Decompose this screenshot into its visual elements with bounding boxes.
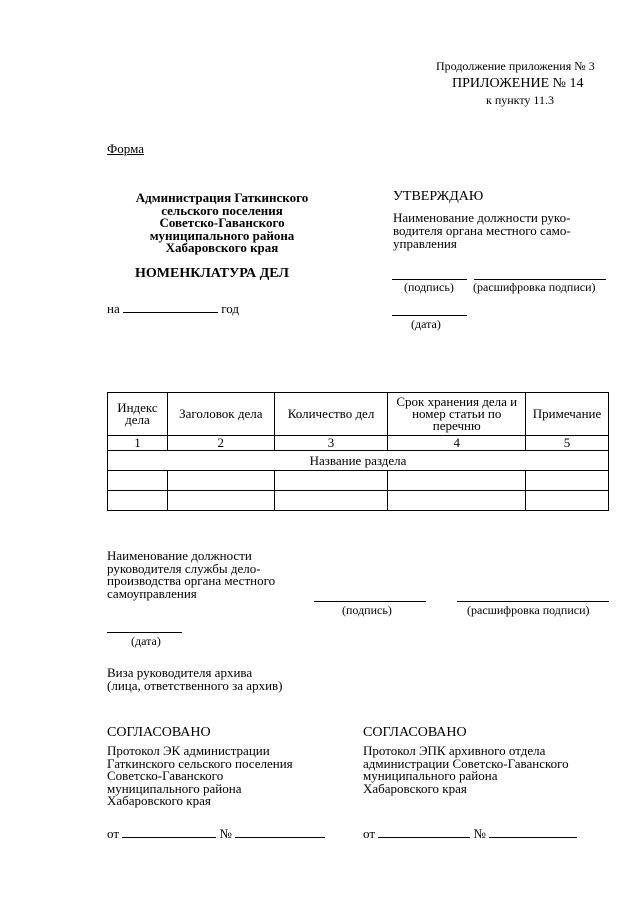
office-head-line: производства органа местного <box>107 573 276 588</box>
empty-cell <box>526 491 609 511</box>
agreed-left-protocol <box>107 745 293 808</box>
continuation-note: Продолжение приложения № 3 <box>436 59 595 73</box>
approve-decode-caption: (расшифровка подписи) <box>473 280 596 294</box>
from-label: от <box>107 826 120 841</box>
date-blank <box>122 827 216 838</box>
section-row <box>108 451 609 471</box>
column-number: 3 <box>274 436 388 451</box>
office-decode-caption: (расшифровка подписи) <box>467 603 590 617</box>
from-label: от <box>363 826 376 841</box>
empty-cell <box>167 471 274 491</box>
year-blank <box>123 302 218 313</box>
agreed-right-date-number <box>363 827 577 840</box>
archive-visa-line: (лица, ответственного за архив) <box>107 678 283 693</box>
table-header-row <box>108 393 609 436</box>
office-date-caption: (дата) <box>131 634 161 648</box>
office-signature-line <box>314 601 426 602</box>
table-row <box>108 471 609 491</box>
agreed-left-line: Советско-Гаванского <box>107 768 224 783</box>
agreed-right-line: администрации Советско-Гаванского <box>363 755 569 771</box>
approve-date-line <box>392 315 467 316</box>
agreed-left-date-number <box>107 827 325 840</box>
approve-line: Наименование должности руко- <box>393 210 571 225</box>
table-row <box>108 491 609 511</box>
approve-date-caption: (дата) <box>411 317 441 331</box>
empty-cell <box>108 491 168 511</box>
office-decode-line <box>457 601 609 602</box>
empty-cell <box>388 491 526 511</box>
table-numbers-row <box>108 436 609 451</box>
agreed-left-line: Хабаровского края <box>107 793 211 808</box>
agreed-right-title: СОГЛАСОВАНО <box>363 725 467 740</box>
agreed-left-line: Гаткинского сельского поселения <box>107 755 293 771</box>
empty-cell <box>167 491 274 511</box>
approve-line: управления <box>393 236 457 251</box>
org-line: Хабаровского края <box>165 240 279 255</box>
office-head-line: руководителя службы дело- <box>107 560 261 576</box>
year-prefix: на <box>107 301 120 316</box>
header-cell-title: Заголовок дела <box>167 393 274 436</box>
number-blank <box>235 827 325 838</box>
empty-cell <box>274 491 388 511</box>
empty-cell <box>388 471 526 491</box>
year-line <box>107 302 239 315</box>
org-line: сельского поселения <box>161 202 283 218</box>
office-head-line: Наименование должности <box>107 548 252 563</box>
year-suffix: год <box>221 301 239 316</box>
number-label: № <box>473 826 486 841</box>
approve-line: водителя органа местного само- <box>393 223 571 238</box>
empty-cell <box>274 471 388 491</box>
archive-visa <box>107 666 283 692</box>
agreed-left-line: Протокол ЭК администрации <box>107 743 270 758</box>
org-line: Советско-Гаванского <box>159 215 285 230</box>
column-number: 1 <box>108 436 168 451</box>
org-line: Администрация Гаткинского <box>135 190 309 205</box>
appendix-number: ПРИЛОЖЕНИЕ № 14 <box>452 76 584 91</box>
office-date-line <box>107 632 182 633</box>
agreed-right-line: Хабаровского края <box>363 780 467 796</box>
agreed-left-line: муниципального района <box>107 780 242 796</box>
document-title: НОМЕНКЛАТУРА ДЕЛ <box>135 266 289 281</box>
agreed-right-line: муниципального района <box>363 768 498 783</box>
header-cell-count: Количество дел <box>274 393 388 436</box>
office-signature-caption: (подпись) <box>342 603 392 617</box>
approve-signature-caption: (подпись) <box>404 280 454 294</box>
agreed-right-line: Протокол ЭПК архивного отдела <box>363 743 546 758</box>
date-blank <box>378 827 470 838</box>
header-cell-index: Индекс дела <box>108 393 168 436</box>
nomenclature-table <box>107 392 609 511</box>
office-head-position <box>107 550 275 600</box>
header-cell-note: Примечание <box>526 393 609 436</box>
section-title: Название раздела <box>108 451 609 471</box>
number-blank <box>489 827 577 838</box>
agreed-left-title: СОГЛАСОВАНО <box>107 725 211 740</box>
office-head-line: самоуправления <box>107 585 197 601</box>
organization-name <box>112 192 332 255</box>
number-label: № <box>219 826 232 841</box>
agreed-right-protocol <box>363 745 569 795</box>
empty-cell <box>108 471 168 491</box>
org-line: муниципального района <box>149 227 295 243</box>
header-cell-retention: Срок хранения дела и номер статьи по перечню <box>388 393 526 436</box>
column-number: 5 <box>526 436 609 451</box>
column-number: 4 <box>388 436 526 451</box>
approve-position <box>393 211 571 250</box>
approve-title: УТВЕРЖДАЮ <box>393 189 484 204</box>
column-number: 2 <box>167 436 274 451</box>
clause-reference: к пункту 11.3 <box>486 93 554 107</box>
archive-visa-line: Виза руководителя архива <box>107 665 253 680</box>
empty-cell <box>526 471 609 491</box>
form-label: Форма <box>107 141 144 156</box>
